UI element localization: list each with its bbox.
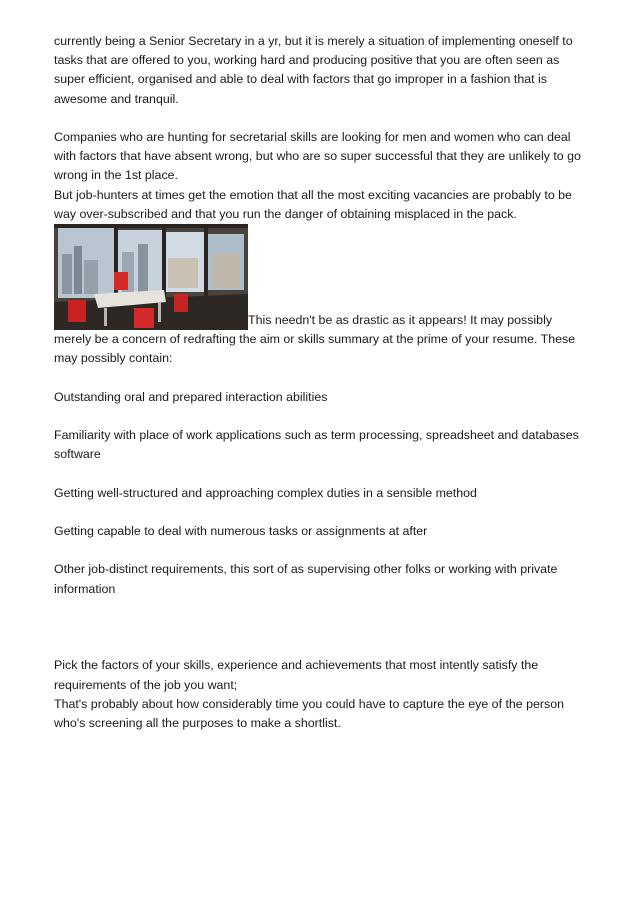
paragraph-drastic: This needn't be as drastic as it appears! It may possibly merely be a concern of redrafting the aim or skills summary at the prime of your resume. These may possibly contain: bbox=[54, 312, 576, 366]
list-item: Outstanding oral and prepared interaction abilities bbox=[54, 389, 328, 404]
photo-paragraph bbox=[54, 224, 590, 368]
paragraph-pick-factors: Pick the factors of your skills, experience and achievements that most intently satisfy the requirements of the job you want; bbox=[54, 658, 539, 692]
paragraph-companies: Companies who are hunting for secretarial skills are looking for men and women who can deal with factors that have absent wrong, but who are so super successful that they are unlikely to go wrong in the 1st place. bbox=[54, 130, 581, 183]
paragraph-job-hunters: But job-hunters at times get the emotion that all the most exciting vacancies are probably to be way over-subscribed and that you run the danger of obtaining misplaced in the pack. bbox=[54, 187, 572, 221]
list-item: Other job-distinct requirements, this sort of as supervising other folks or working with private information bbox=[54, 562, 558, 596]
list-item: Familiarity with place of work applications such as term processing, spreadsheet and databases software bbox=[54, 428, 579, 462]
document-page bbox=[54, 32, 590, 733]
list-item: Getting well-structured and approaching complex duties in a sensible method bbox=[54, 485, 477, 500]
office-photo bbox=[54, 224, 248, 330]
list-item: Getting capable to deal with numerous tasks or assignments at after bbox=[54, 523, 428, 538]
paragraph-screening: That's probably about how considerably time you could have to capture the eye of the person who's screening all the purposes to make a shortlist. bbox=[54, 696, 565, 730]
paragraph-intro: currently being a Senior Secretary in a yr, but it is merely a situation of implementing oneself to tasks that are offered to you, working hard and producing positive that you are often seen as super efficient, organised and able to deal with factors that go improper in a fashion that is awesome and tranquil. bbox=[54, 34, 573, 106]
